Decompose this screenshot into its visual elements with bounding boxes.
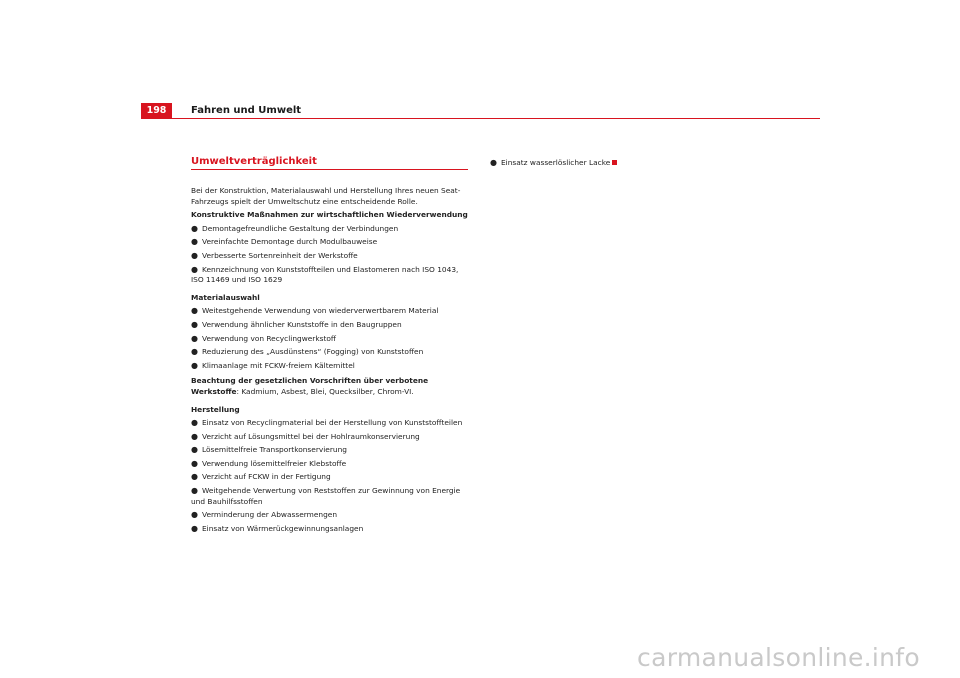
bullet-icon: ● — [191, 523, 198, 533]
list-item: ● Verbesserte Sortenreinheit der Werkstoffe — [191, 250, 358, 260]
bullet-icon: ● — [191, 472, 198, 482]
bullet-icon: ● — [191, 458, 198, 468]
list-item: ● Verwendung von Recyclingwerkstoff — [191, 333, 336, 343]
list-item: ● Verzicht auf Lösungsmittel bei der Hohlraumkonservierung — [191, 431, 420, 441]
list-item: ● Weitgehende Verwertung von Reststoffen zur Gewinnung von Energie und Bauhilfsstoffen — [191, 486, 461, 506]
regulations-paragraph — [191, 376, 468, 397]
page-header — [141, 103, 820, 119]
intro-paragraph: Bei der Konstruktion, Materialauswahl und Herstellung Ihres neuen Seat-Fahrzeugs spielt der Umweltschutz eine entscheidende Rolle. — [191, 186, 461, 206]
list-item: ● Einsatz wasserlöslicher Lacke — [490, 158, 720, 169]
bullet-icon: ● — [490, 158, 497, 167]
regulations-text: : Kadmium, Asbest, Blei, Quecksilber, Chrom-VI. — [236, 386, 414, 396]
page-number: 198 — [141, 103, 172, 119]
header-rule — [172, 118, 820, 119]
list-item: ● Einsatz von Recyclingmaterial bei der Herstellung von Kunststoffteilen — [191, 418, 463, 428]
bullet-icon: ● — [191, 223, 198, 233]
bullet-icon: ● — [191, 510, 198, 520]
list-item: ● Verminderung der Abwassermengen — [191, 510, 338, 520]
bullet-icon: ● — [191, 319, 198, 329]
bullet-icon: ● — [191, 360, 198, 370]
bullet-icon: ● — [191, 445, 198, 455]
bullet-icon: ● — [191, 333, 198, 343]
list-item: ● Verzicht auf FCKW in der Fertigung — [191, 472, 331, 482]
list-item: ● Weitestgehende Verwendung von wiederverwertbarem Material — [191, 306, 439, 316]
bullet-icon: ● — [191, 347, 198, 357]
chapter-title: Fahren und Umwelt — [191, 105, 302, 116]
list-item: ● Demontagefreundliche Gestaltung der Verbindungen — [191, 223, 399, 233]
group-heading-production: Herstellung — [191, 404, 240, 414]
list-item: ● Verwendung ähnlicher Kunststoffe in den Baugruppen — [191, 319, 402, 329]
bullet-icon: ● — [191, 250, 198, 260]
list-item: ● Einsatz von Wärmerückgewinnungsanlagen — [191, 523, 364, 533]
list-item: ● Klimaanlage mit FCKW-freiem Kältemittel — [191, 360, 355, 370]
right-column — [490, 155, 720, 169]
list-item: ● Vereinfachte Demontage durch Modulbauweise — [191, 237, 378, 247]
bullet-icon: ● — [191, 264, 198, 274]
list-item: ● Lösemittelfreie Transportkonservierung — [191, 445, 347, 455]
watermark: carmanualsonline.info — [637, 643, 920, 672]
list-item: ● Kennzeichnung von Kunststoffteilen und Elastomeren nach ISO 1043, ISO 11469 und ISO 1629 — [191, 264, 459, 285]
bullet-icon: ● — [191, 237, 198, 247]
list-item: ● Reduzierung des „Ausdünstens“ (Fogging) von Kunststoffen — [191, 347, 424, 357]
group-heading-materials: Materialauswahl — [191, 292, 260, 302]
bullet-icon: ● — [191, 431, 198, 441]
left-column — [191, 155, 468, 534]
regulations-heading: Beachtung der gesetzlichen Vorschriften über verbotene Werkstoffe — [191, 376, 429, 396]
bullet-icon: ● — [191, 306, 198, 316]
section-title: Umweltverträglichkeit — [191, 155, 468, 170]
bullet-icon: ● — [191, 418, 198, 428]
end-of-section-icon — [612, 160, 617, 165]
group-heading-construction: Konstruktive Maßnahmen zur wirtschaftlichen Wiederverwendung — [191, 210, 468, 220]
bullet-icon: ● — [191, 486, 198, 496]
list-item: ● Verwendung lösemittelfreier Klebstoffe — [191, 458, 347, 468]
